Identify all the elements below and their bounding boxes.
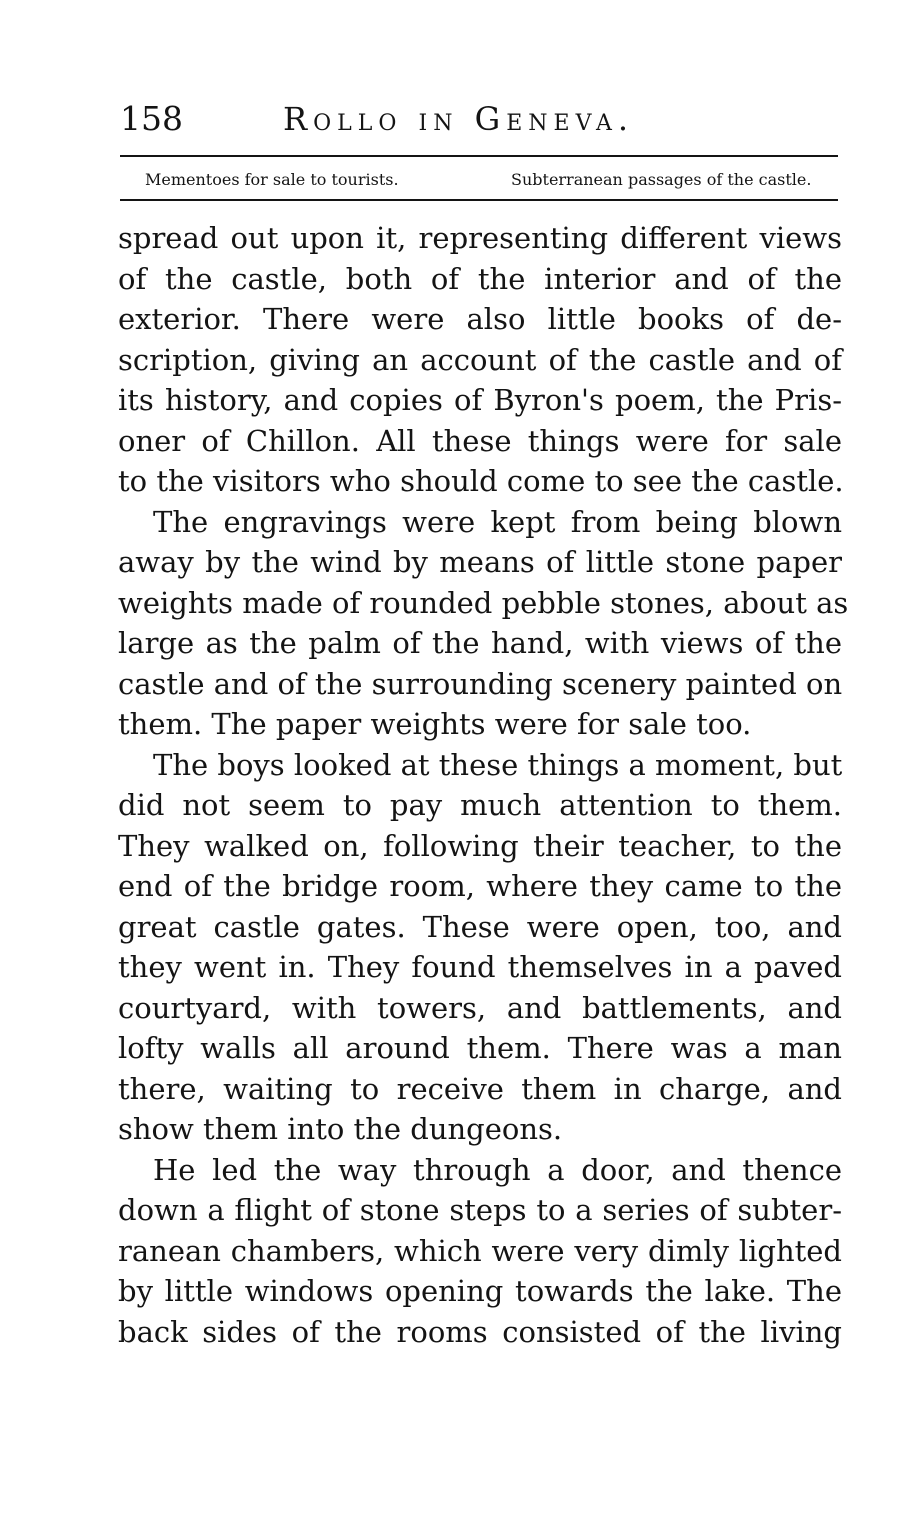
text-line: The engravings were kept from being blown xyxy=(153,504,842,539)
text-line: down a flight of stone steps to a series of subter- xyxy=(118,1193,842,1227)
text-line: large as the palm of the hand, with views of the xyxy=(118,626,842,660)
text-line: scription, giving an account of the castle and of xyxy=(118,342,842,377)
body-text xyxy=(118,218,849,1352)
running-title: Rollo in Geneva. xyxy=(283,100,635,138)
text-line: of the castle, both of the interior and of the xyxy=(118,261,842,296)
text-line: there, waiting to receive them in charge, and xyxy=(118,1071,842,1106)
text-line: weights made of rounded pebble stones, about as xyxy=(118,585,849,620)
text-line: He led the way through a door, and thence xyxy=(153,1152,842,1187)
text-line: spread out upon it, representing different views xyxy=(118,221,842,255)
text-line: lofty walls all around them. There was a man xyxy=(118,1031,842,1065)
text-line: they went in. They found themselves in a paved xyxy=(118,950,842,984)
header-rule-bottom xyxy=(120,199,838,201)
subhead-left: Mementoes for sale to tourists. xyxy=(145,170,399,189)
text-line: to the visitors who should come to see the castle. xyxy=(118,464,844,498)
header-rule-top xyxy=(120,155,838,157)
text-line: great castle gates. These were open, too, and xyxy=(118,909,842,944)
text-line: by little windows opening towards the lake. The xyxy=(118,1274,842,1308)
running-header xyxy=(120,96,840,142)
text-line: away by the wind by means of little stone paper xyxy=(118,545,842,579)
text-line: its history, and copies of Byron's poem, the Pris- xyxy=(118,383,842,417)
text-line: back sides of the rooms consisted of the living xyxy=(118,1314,842,1349)
page-number: 158 xyxy=(120,99,183,138)
text-line: did not seem to pay much attention to them. xyxy=(118,788,842,822)
text-line: courtyard, with towers, and battlements, and xyxy=(118,990,842,1025)
subhead-right: Subterranean passages of the castle. xyxy=(511,170,812,189)
text-line: end of the bridge room, where they came to the xyxy=(118,869,842,903)
text-line: The boys looked at these things a moment, but xyxy=(153,747,843,782)
text-line: castle and of the surrounding scenery painted on xyxy=(118,666,843,701)
text-line: They walked on, following their teacher, to the xyxy=(118,828,842,863)
text-line: exterior. There were also little books of de- xyxy=(118,302,842,336)
text-line: oner of Chillon. All these things were for sale xyxy=(118,423,842,458)
text-line: them. The paper weights were for sale too. xyxy=(118,707,752,741)
marginal-subheads xyxy=(145,167,835,193)
text-line: ranean chambers, which were very dimly lighted xyxy=(118,1233,842,1268)
text-line: show them into the dungeons. xyxy=(118,1112,563,1146)
